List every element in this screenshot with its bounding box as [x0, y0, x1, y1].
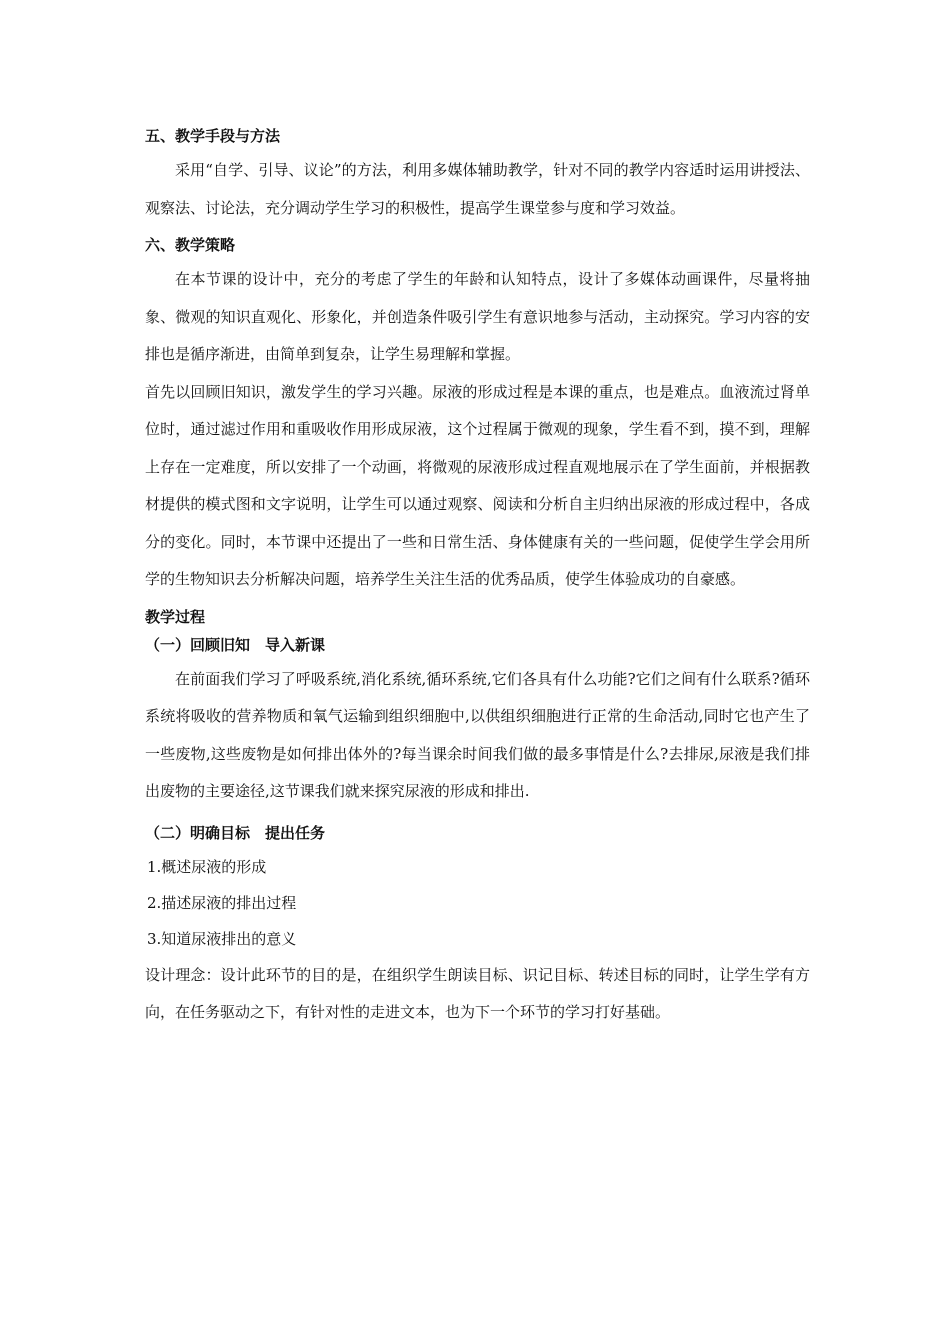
step-2-title: （二）明确目标 提出任务 — [145, 823, 326, 842]
goal-item-1: 1.概述尿液的形成 — [147, 857, 267, 876]
step-1-paragraph: 在前面我们学习了呼吸系统,消化系统,循环系统,它们各具有什么功能?它们之间有什么联系?循环系统将吸收的营养物质和氧气运输到组织细胞中,以供组织细胞进行正常的生命活动,同时它也产生了一些废物,这些废物是如何排出体外的?每当课余时间我们做的最多事情是什么?去排尿,尿液是我们排出废物的主要途径,这节课我们就来探究尿液的形成和排出. — [145, 669, 810, 800]
step-1-title: （一）回顾旧知 导入新课 — [145, 635, 326, 654]
section-6-title: 六、教学策略 — [145, 236, 236, 254]
section-6-paragraph-2: 首先以回顾旧知识，激发学生的学习兴趣。尿液的形成过程是本课的重点，也是难点。血液流过肾单位时，通过滤过作用和重吸收作用形成尿液，这个过程属于微观的现象，学生看不到，摸不到，理解上存在一定难度，所以安排了一个动画，将微观的尿液形成过程直观地展示在了学生面前，并根据教材提供的模式图和文字说明，让学生可以通过观察、阅读和分析自主归纳出尿液的形成过程中，各成分的变化。同时，本节课中还提出了一些和日常生活、身体健康有关的一些问题，促使学生学会用所学的生物知识去分析解决问题，培养学生关注生活的优秀品质，使学生体验成功的自豪感。 — [145, 382, 810, 588]
section-6-paragraph-1: 在本节课的设计中，充分的考虑了学生的年龄和认知特点，设计了多媒体动画课件，尽量将抽象、微观的知识直观化、形象化，并创造条件吸引学生有意识地参与活动，主动探究。学习内容的安排也是循序渐进，由简单到复杂，让学生易理解和掌握。 — [145, 270, 810, 363]
document-page — [145, 118, 810, 1032]
design-concept-paragraph: 设计理念：设计此环节的目的是，在组织学生朗读目标、识记目标、转述目标的同时，让学生学有方向，在任务驱动之下，有针对性的走进文本，也为下一个环节的学习打好基础。 — [145, 965, 810, 1021]
section-5-title: 五、教学手段与方法 — [145, 127, 281, 145]
section-5-paragraph: 采用“自学、引导、议论”的方法，利用多媒体辅助教学，针对不同的教学内容适时运用讲授法、观察法、讨论法，充分调动学生学习的积极性，提高学生课堂参与度和学习效益。 — [145, 161, 810, 217]
teaching-process-title: 教学过程 — [145, 607, 206, 626]
goal-item-2: 2.描述尿液的排出过程 — [147, 893, 297, 912]
goal-item-3: 3.知道尿液排出的意义 — [147, 929, 297, 948]
